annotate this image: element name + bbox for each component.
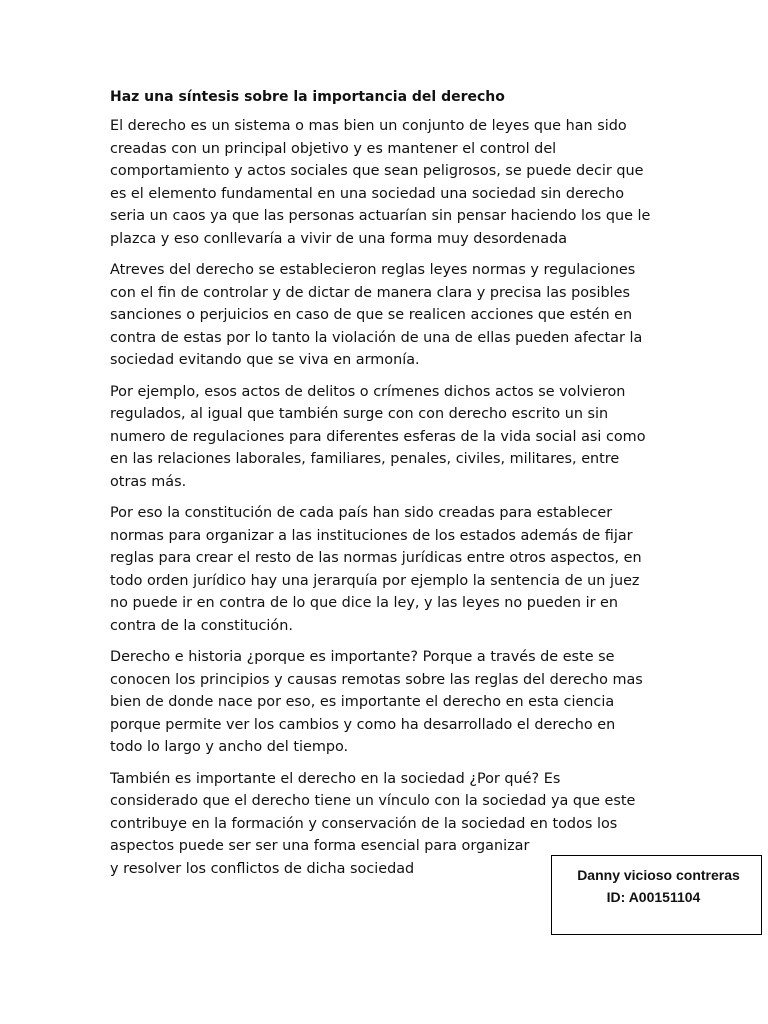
- text-line: en las relaciones laborales, familiares, penales, civiles, militares, entre: [110, 451, 620, 467]
- paragraph-5: [110, 646, 650, 759]
- text-line: es el elemento fundamental en una sociedad una sociedad sin derecho: [110, 185, 625, 202]
- author-name: Danny vicioso contreras: [577, 867, 740, 883]
- text-line: El derecho es un sistema o mas bien un conjunto de leyes que han sido: [110, 118, 627, 134]
- text-line: reglas para crear el resto de las normas jurídicas entre otros aspectos, en: [110, 550, 642, 566]
- text-line: no puede ir en contra de lo que dice la ley, y las leyes no pueden ir en: [110, 595, 619, 611]
- text-line: aspectos puede ser ser una forma esencial para organizar: [110, 838, 530, 854]
- text-line: También es importante el derecho en la sociedad ¿Por qué? Es: [110, 770, 561, 787]
- text-line: contra de estas por lo tanto la violación de una de ellas pueden afectar la: [110, 329, 643, 346]
- text-line: contribuye en la formación y conservación de la sociedad en todos los: [110, 815, 618, 832]
- text-line: todo orden jurídico hay una jerarquía por ejemplo la sentencia de un juez: [110, 572, 640, 589]
- text-line: con el fin de controlar y de dictar de manera clara y precisa las posibles: [110, 284, 631, 301]
- text-line: todo lo largo y ancho del tiempo.: [110, 739, 349, 755]
- text-line: contra de la constitución.: [110, 617, 293, 634]
- text-line: y resolver los conflictos de dicha sociedad: [110, 860, 415, 877]
- text-line: porque permite ver los cambios y como ha desarrollado el derecho en: [110, 716, 616, 733]
- paragraph-4: [110, 502, 650, 637]
- text-line: Por ejemplo, esos actos de delitos o crímenes dichos actos se volvieron: [110, 383, 626, 400]
- text-line: regulados, al igual que también surge con con derecho escrito un sin: [110, 406, 609, 422]
- document-title: Haz una síntesis sobre la importancia del derecho: [110, 89, 505, 105]
- text-line: considerado que el derecho tiene un vínculo con la sociedad ya que este: [110, 793, 636, 809]
- text-line: sociedad evitando que se viva en armonía.: [110, 352, 420, 368]
- text-line: normas para organizar a las instituciones de los estados además de fijar: [110, 527, 633, 544]
- paragraph-2: [110, 259, 650, 372]
- text-line: sanciones o perjuicios en caso de que se realicen acciones que estén en: [110, 307, 633, 323]
- paragraph-1: [110, 115, 650, 250]
- author-id: ID: A00151104: [606, 889, 701, 905]
- text-line: seria un caos ya que las personas actuarían sin pensar haciendo los que le: [110, 208, 651, 224]
- text-line: Por eso la constitución de cada país han sido creadas para establecer: [110, 505, 613, 521]
- text-line: numero de regulaciones para diferentes esferas de la vida social asi como: [110, 428, 646, 445]
- text-line: comportamiento y actos sociales que sean peligrosos, se puede decir que: [110, 163, 644, 179]
- text-line: bien de donde nace por eso, es importante el derecho en esta ciencia: [110, 694, 615, 710]
- document-body: [110, 87, 650, 889]
- text-line: conocen los principios y causas remotas sobre las reglas del derecho mas: [110, 671, 643, 688]
- text-line: Atreves del derecho se establecieron reglas leyes normas y regulaciones: [110, 262, 636, 278]
- text-line: otras más.: [110, 473, 187, 490]
- text-line: plazca y eso conllevaría a vivir de una forma muy desordenada: [110, 230, 568, 247]
- author-box: [551, 855, 762, 935]
- text-line: Derecho e historia ¿porque es importante? Porque a través de este se: [110, 649, 615, 665]
- text-line: creadas con un principal objetivo y es mantener el control del: [110, 140, 557, 157]
- paragraph-3: [110, 381, 650, 494]
